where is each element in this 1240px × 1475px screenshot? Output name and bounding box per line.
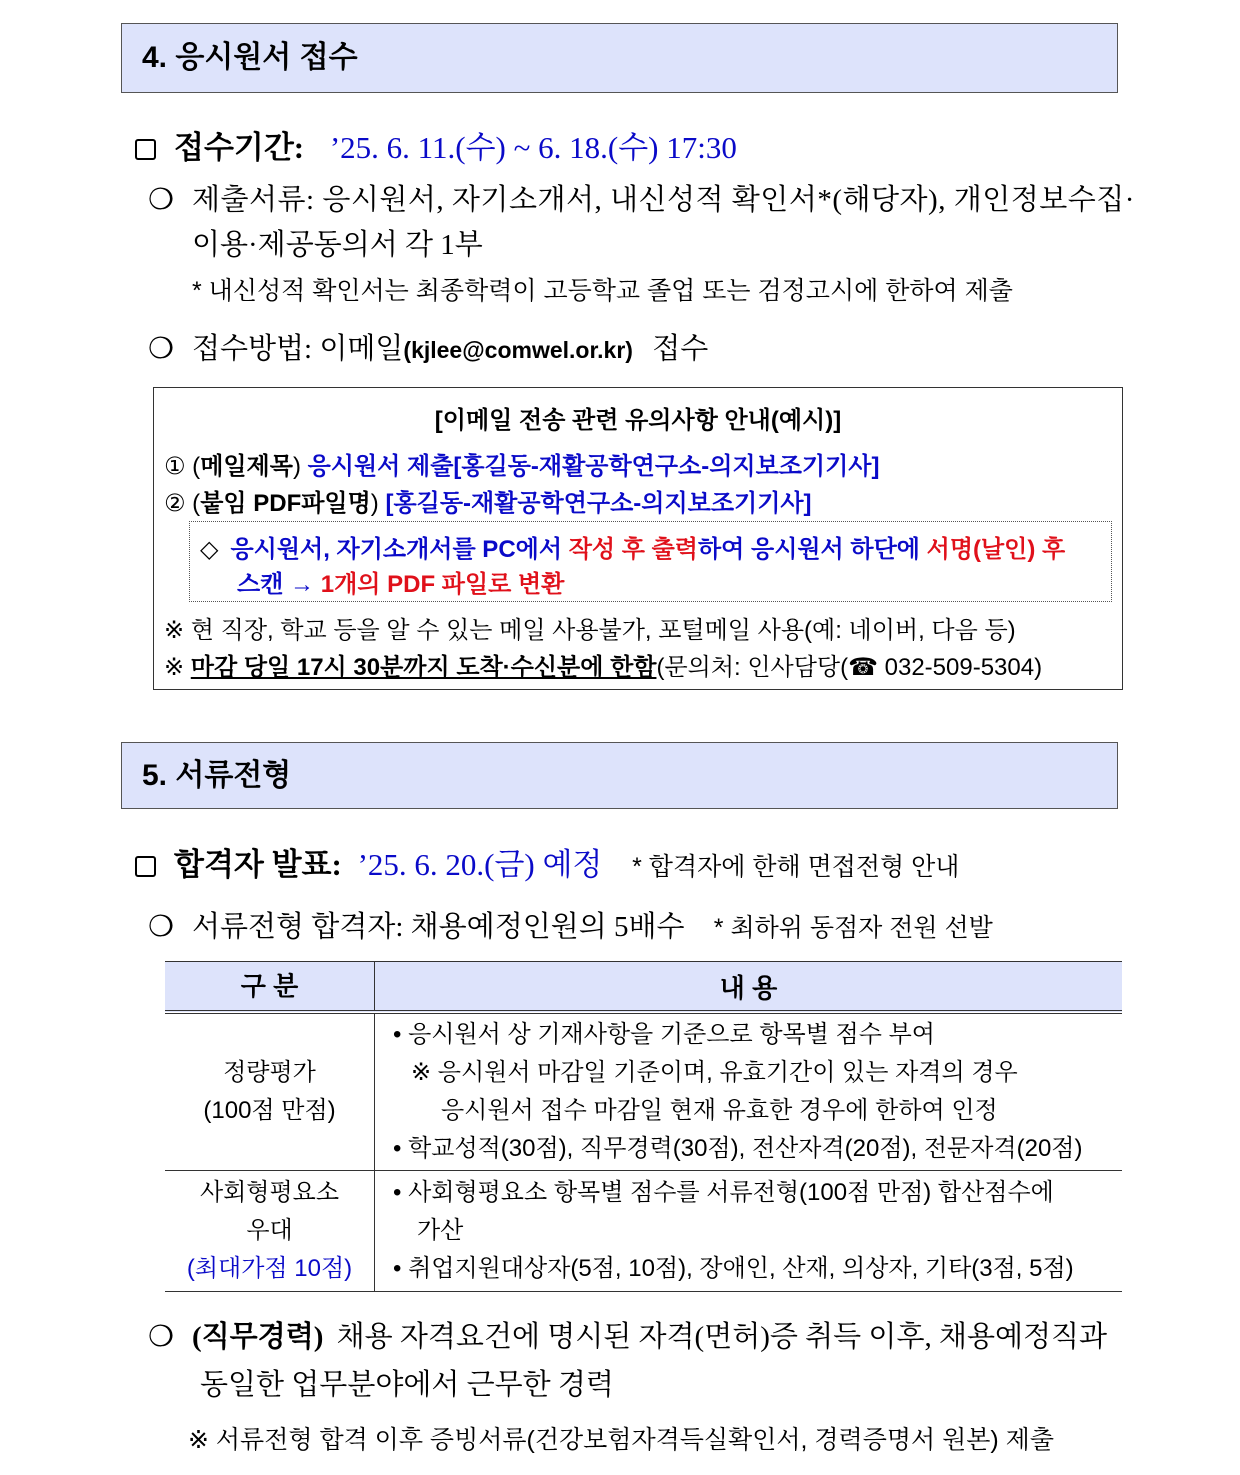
contact-phone: 032-509-5304) bbox=[877, 654, 1043, 681]
row1-content bbox=[375, 1012, 1123, 1170]
instruction-part-5: 스캔 → bbox=[237, 571, 321, 598]
item2-label: 붙임 PDF파일명 bbox=[200, 490, 371, 517]
circle-bullet-icon: ❍ bbox=[148, 911, 174, 943]
row1-line3: 응시원서 접수 마감일 현재 유효한 경우에 한하여 인정 bbox=[441, 1096, 998, 1124]
checkbox-square-icon bbox=[135, 856, 156, 877]
row2-category-line1: 사회형평요소 bbox=[199, 1178, 340, 1206]
instruction-part-6: 1개의 PDF 파일로 변환 bbox=[320, 571, 565, 598]
circle-bullet-icon: ❍ bbox=[148, 333, 174, 365]
row2-category-line3: (최대가점 10점) bbox=[186, 1254, 353, 1282]
instruction-part-2: 작성 후 출력 bbox=[568, 536, 698, 563]
row2-content bbox=[375, 1170, 1123, 1291]
documents-line1: 제출서류: 응시원서, 자기소개서, 내신성적 확인서*(해당자), 개인정보수집· bbox=[192, 184, 1135, 216]
instruction-part-1: 응시원서, 자기소개서를 PC에서 bbox=[230, 536, 569, 563]
method-email: (kjlee@comwel.or.kr) bbox=[403, 337, 633, 363]
row1-category bbox=[165, 1012, 375, 1170]
email-notice-box bbox=[153, 387, 1123, 690]
career-label: (직무경력) bbox=[192, 1321, 324, 1353]
documents-line2: 이용·제공동의서 각 1부 bbox=[192, 229, 483, 261]
deadline-emphasis: 마감 당일 17시 30분까지 도착·수신분에 한함 bbox=[190, 654, 657, 681]
announce-note: * 합격자에 한해 면접전형 안내 bbox=[632, 853, 960, 881]
circle-bullet-icon: ❍ bbox=[148, 1321, 174, 1353]
contact-label: (문의처: 인사담당( bbox=[656, 654, 849, 681]
section-4-title: 4. 응시원서 접수 bbox=[142, 41, 358, 74]
item1-close: ) bbox=[292, 453, 308, 480]
row2-category-line2: 우대 bbox=[246, 1216, 293, 1244]
row2-category bbox=[165, 1170, 375, 1291]
pass-row bbox=[148, 908, 993, 947]
instruction-part-3: 하여 응시원서 하단에 bbox=[697, 536, 927, 563]
conversion-instruction-box bbox=[189, 521, 1112, 602]
pass-note: * 최하위 동점자 전원 선발 bbox=[713, 914, 993, 942]
announce-label: 합격자 발표: bbox=[174, 847, 342, 882]
section-5-header bbox=[121, 742, 1118, 809]
phone-icon: ☎ bbox=[848, 654, 878, 681]
row2-line3: • 취업지원대상자(5점, 10점), 장애인, 산재, 의상자, 기타(3점, 5점) bbox=[393, 1254, 1074, 1282]
item2-close: ) bbox=[370, 490, 386, 517]
notice-warning-1: ※ 현 직장, 학교 등을 알 수 있는 메일 사용불가, 포털메일 사용(예: 네이버, 다음 등) bbox=[164, 617, 1016, 644]
item1-prefix: ① ( bbox=[164, 453, 201, 480]
method-suffix: 접수 bbox=[652, 333, 709, 365]
period-label: 접수기간: bbox=[174, 130, 305, 165]
item2-prefix: ② ( bbox=[164, 490, 201, 517]
section-5-title: 5. 서류전형 bbox=[142, 759, 292, 792]
table-row bbox=[165, 1012, 1122, 1170]
item1-value: 응시원서 제출[홍길동-재활공학연구소-의지보조기기사] bbox=[307, 453, 880, 480]
row2-line2: 가산 bbox=[417, 1216, 464, 1244]
row2-line1: • 사회형평요소 항목별 점수를 서류전형(100점 만점) 합산점수에 bbox=[393, 1178, 1054, 1206]
row1-line1: • 응시원서 상 기재사항을 기준으로 항목별 점수 부여 bbox=[393, 1020, 935, 1048]
item1-label: 메일제목 bbox=[200, 453, 293, 480]
instruction-line-1 bbox=[200, 529, 1065, 564]
notice-warning-2 bbox=[164, 647, 1042, 682]
row1-line4: • 학교성적(30점), 직무경력(30점), 전산자격(20점), 전문자격(20점) bbox=[393, 1134, 1083, 1162]
method-row bbox=[148, 330, 708, 369]
item2-value: [홍길동-재활공학연구소-의지보조기기사] bbox=[385, 490, 812, 517]
screening-criteria-table bbox=[165, 961, 1122, 1292]
method-label: 접수방법: 이메일 bbox=[192, 333, 404, 365]
announce-value: ’25. 6. 20.(금) 예정 bbox=[357, 847, 603, 882]
career-line2: 동일한 업무분야에서 근무한 경력 bbox=[200, 1369, 614, 1401]
checkbox-square-icon bbox=[135, 139, 156, 160]
documents-row bbox=[148, 182, 1135, 218]
row1-category-line1: 정량평가 bbox=[223, 1058, 316, 1086]
circle-bullet-icon: ❍ bbox=[148, 184, 174, 216]
table-row bbox=[165, 1170, 1122, 1291]
row1-category-line2: (100점 만점) bbox=[203, 1096, 336, 1124]
header-category: 구 분 bbox=[165, 962, 375, 1013]
notice-item-1 bbox=[164, 446, 879, 481]
section-4-header bbox=[121, 23, 1118, 93]
notice-title: [이메일 전송 관련 유의사항 안내(예시)] bbox=[434, 407, 842, 434]
career-note: ※ 서류전형 합격 이후 증빙서류(건강보험자격득실확인서, 경력증명서 원본) 제출 bbox=[188, 1426, 1054, 1454]
table-header-row bbox=[165, 962, 1122, 1013]
diamond-icon: ◇ bbox=[200, 536, 219, 563]
pass-line: 서류전형 합격자: 채용예정인원의 5배수 bbox=[192, 911, 685, 943]
instruction-part-4: 서명(날인) 후 bbox=[926, 536, 1066, 563]
announce-row bbox=[135, 845, 959, 887]
instruction-line-2 bbox=[237, 564, 564, 599]
career-line1: 채용 자격요건에 명시된 자격(면허)증 취득 이후, 채용예정직과 bbox=[336, 1321, 1108, 1353]
career-row bbox=[148, 1318, 1107, 1356]
notice-item-2 bbox=[164, 483, 812, 518]
row1-line2: ※ 응시원서 마감일 기준이며, 유효기간이 있는 자격의 경우 bbox=[411, 1058, 1018, 1086]
header-content: 내 용 bbox=[375, 962, 1123, 1013]
warn2-prefix: ※ bbox=[164, 654, 191, 681]
period-value: ’25. 6. 11.(수) ~ 6. 18.(수) 17:30 bbox=[329, 130, 737, 165]
period-row bbox=[135, 128, 737, 168]
documents-note: * 내신성적 확인서는 최종학력이 고등학교 졸업 또는 검정고시에 한하여 제출 bbox=[192, 277, 1013, 305]
